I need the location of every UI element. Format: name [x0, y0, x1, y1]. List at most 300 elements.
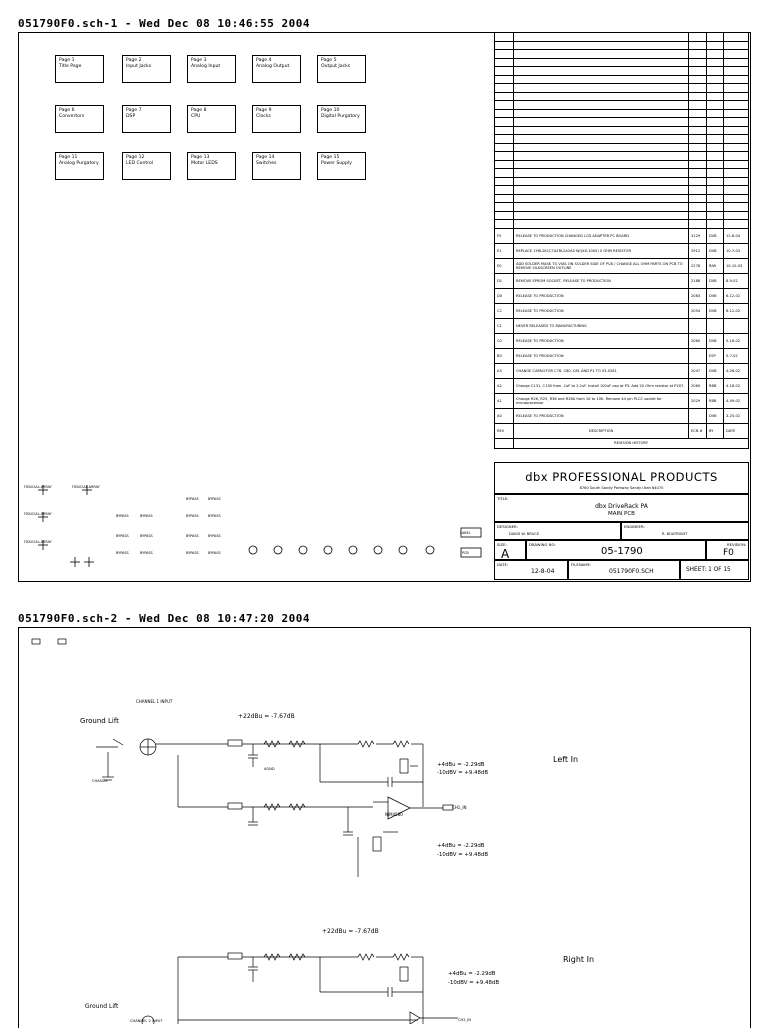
revision-row-empty	[495, 58, 749, 67]
page-number: Page 14	[256, 155, 275, 160]
page-number: Page 2	[126, 58, 142, 63]
revision-cell	[707, 152, 724, 161]
revision-cell	[689, 67, 707, 76]
bypass-label: BYPASS	[208, 497, 221, 501]
page-title: Input Jacks	[126, 64, 152, 69]
revision-cell	[689, 211, 707, 220]
revision-cell	[514, 33, 689, 42]
revision-cell	[724, 126, 749, 135]
level-note-a2: -10dBV = +9.48dB	[437, 770, 489, 776]
revision-cell	[514, 186, 689, 195]
page-number: Page 9	[256, 108, 272, 113]
revision-cell	[689, 186, 707, 195]
page-index-box	[187, 55, 236, 83]
title-line2: MAIN PCB	[608, 511, 635, 517]
revision-cell	[495, 194, 514, 203]
filename-value: 051790F0.SCH	[609, 568, 654, 575]
revision-cell-ecn: 2083	[689, 288, 707, 303]
ground-lift-label-ch2: Ground Lift	[85, 1003, 119, 1010]
bypass-label: BYPASS	[208, 551, 221, 555]
revision-row-empty	[495, 160, 749, 169]
revision-cell	[707, 203, 724, 212]
page-index-box	[317, 105, 366, 133]
page-title: Title Page	[59, 64, 82, 69]
revision-cell-desc: Change R26, R25, R36 and R26A from 1K to 10K. Remove 44 pin PLCC socket for microprocessor	[514, 393, 689, 408]
xlr-input-jack	[140, 739, 156, 755]
fiducial-label: FIDUCIAL-ARRAY	[72, 485, 100, 489]
revision-cell	[495, 143, 514, 152]
page-number: Page 8	[191, 108, 207, 113]
revision-cell	[495, 186, 514, 195]
revision-cell-by: DVB	[707, 333, 724, 348]
revision-cell-ecn: 2188	[689, 273, 707, 288]
revision-row-empty	[495, 220, 749, 229]
ch2-net-label: CH2_IN	[458, 1018, 472, 1022]
revision-cell-by: DVB	[707, 243, 724, 258]
revision-cell	[724, 152, 749, 161]
pcb-part: PCB	[462, 551, 469, 555]
revision-cell	[724, 41, 749, 50]
revision-row	[495, 288, 749, 303]
revision-cell	[689, 101, 707, 110]
revision-cell-date: 6-12-02	[724, 288, 749, 303]
revision-cell	[707, 186, 724, 195]
revision-label: REVISION:	[727, 542, 747, 547]
size-block	[494, 540, 526, 560]
page-index-box	[122, 55, 171, 83]
revision-cell	[707, 169, 724, 178]
revision-cell	[495, 135, 514, 144]
revision-cell	[707, 75, 724, 84]
page-index-box	[55, 105, 104, 133]
designer-block	[494, 522, 621, 540]
revision-cell	[689, 84, 707, 93]
revision-cell-by: DVB	[707, 363, 724, 378]
revision-cell	[689, 58, 707, 67]
revision-cell	[514, 109, 689, 118]
bypass-label: BYPASS	[116, 551, 129, 555]
revision-cell-date: 5-16-02	[724, 333, 749, 348]
revision-header-by: BY	[707, 423, 724, 438]
revision-cell-by: DVB	[707, 303, 724, 318]
revision-row-empty	[495, 41, 749, 50]
chassis-label: CHASSIS	[92, 779, 108, 783]
page-title: Output Jacks	[321, 64, 351, 69]
revision-row-empty	[495, 126, 749, 135]
revision-cell	[689, 109, 707, 118]
revision-cell	[689, 143, 707, 152]
page-title: Digital Purgatory	[321, 114, 360, 119]
analog-input-schematic	[18, 627, 749, 1024]
ch1-net-label: CH1_IN	[452, 805, 467, 810]
page-index-box	[187, 105, 236, 133]
engineer-label: ENGINEER:	[624, 524, 645, 529]
revision-cell-desc: REMOVE EPROM SOCKET, RELEASE TO PRODUCTION	[514, 273, 689, 288]
revision-row-empty	[495, 75, 749, 84]
revision-cell	[514, 211, 689, 220]
revision-cell-rev: C2	[495, 303, 514, 318]
revision-cell	[707, 194, 724, 203]
page-index-box	[187, 152, 236, 180]
revision-cell	[495, 33, 514, 42]
size-label: SIZE:	[497, 542, 507, 547]
revision-cell	[495, 58, 514, 67]
revision-cell	[689, 126, 707, 135]
page-number: Page 11	[59, 155, 78, 160]
revision-cell	[495, 118, 514, 127]
revision-cell	[514, 203, 689, 212]
revision-cell	[689, 135, 707, 144]
revision-cell-rev: D0	[495, 288, 514, 303]
bypass-label: BYPASS	[140, 551, 153, 555]
page-index-box	[317, 55, 366, 83]
page-title: Clocks	[256, 114, 271, 119]
revision-cell	[707, 126, 724, 135]
revision-row-empty	[495, 152, 749, 161]
revision-cell	[689, 75, 707, 84]
bypass-label: BYPASS	[140, 514, 153, 518]
revision-cell	[707, 84, 724, 93]
bypass-label: BYPASS	[186, 534, 199, 538]
revision-row	[495, 318, 749, 333]
revision-cell-rev: F0	[495, 228, 514, 243]
fiducial-label: FIDUCIAL-ARRAY	[24, 540, 52, 544]
level-note-c2: -10dBV = +9.48dB	[448, 980, 500, 986]
revision-cell	[707, 109, 724, 118]
revision-cell	[724, 92, 749, 101]
revision-cell	[724, 211, 749, 220]
page-index-box	[252, 152, 301, 180]
revision-cell	[707, 118, 724, 127]
company-address: 8760 South Sandy Parkway Sandy Utah 84070	[579, 486, 664, 490]
revision-cell	[724, 118, 749, 127]
revision-row-empty	[495, 109, 749, 118]
revision-cell	[514, 84, 689, 93]
revision-cell-ecn: 2047	[689, 363, 707, 378]
bypass-label: BYPASS	[186, 514, 199, 518]
page-number: Page 15	[321, 155, 340, 160]
revision-cell-date: 4-09-02	[724, 393, 749, 408]
page-title: CPU	[191, 114, 201, 119]
revision-cell	[514, 58, 689, 67]
revision-cell-ecn: 2029	[689, 393, 707, 408]
revision-cell	[495, 67, 514, 76]
revision-cell-ecn: 2912	[689, 243, 707, 258]
revision-cell	[689, 33, 707, 42]
revision-cell	[514, 41, 689, 50]
revision-cell-date	[724, 318, 749, 333]
revision-row	[495, 243, 749, 258]
page-index-box	[252, 105, 301, 133]
revision-cell	[495, 109, 514, 118]
revision-cell	[689, 41, 707, 50]
revision-cell	[514, 160, 689, 169]
fiducial-label: FIDUCIAL-ARRAY	[24, 485, 52, 489]
revision-cell	[724, 101, 749, 110]
level-note-c1: +4dBu = -2.29dB	[448, 971, 496, 977]
revision-cell	[707, 67, 724, 76]
revision-cell	[707, 101, 724, 110]
revision-cell-date: 4-26-02	[724, 363, 749, 378]
revision-row	[495, 228, 749, 243]
filename-block	[568, 560, 680, 580]
revision-row	[495, 378, 749, 393]
revision-cell	[707, 143, 724, 152]
revision-cell-rev: A0	[495, 408, 514, 423]
revision-row-empty	[495, 177, 749, 186]
revision-cell	[707, 50, 724, 59]
revision-cell	[514, 194, 689, 203]
title-line1: dbx DriveRack PA	[595, 503, 648, 510]
revision-cell	[689, 118, 707, 127]
bypass-label: BYPASS	[116, 514, 129, 518]
revision-row	[495, 333, 749, 348]
revision-row-empty	[495, 84, 749, 93]
revision-cell	[689, 160, 707, 169]
level-note-top: +22dBu = -7.67dB	[238, 713, 295, 720]
revision-cell-ecn	[689, 318, 707, 333]
page-index-box	[122, 105, 171, 133]
page-index-box	[55, 55, 104, 83]
revision-cell	[707, 92, 724, 101]
page-number: Page 7	[126, 108, 142, 113]
revision-cell	[514, 118, 689, 127]
fiducial-symbol	[84, 557, 94, 567]
revision-row	[495, 258, 749, 273]
revision-row-empty	[495, 118, 749, 127]
revision-cell	[689, 92, 707, 101]
level-note-a1: +4dBu = -2.29dB	[437, 762, 485, 768]
revision-cell-ecn: 2278	[689, 258, 707, 273]
page-number: Page 1	[59, 58, 75, 63]
revision-row	[495, 303, 749, 318]
revision-cell-desc: RELEASE TO PRODUCTION	[514, 333, 689, 348]
fiducial-label: FIDUCIAL-ARRAY	[24, 512, 52, 516]
revision-cell	[689, 152, 707, 161]
page-number: Page 12	[126, 155, 145, 160]
revision-cell	[724, 84, 749, 93]
revision-cell	[724, 177, 749, 186]
revision-row-empty	[495, 101, 749, 110]
revision-value: F0	[723, 548, 734, 558]
bypass-label: BYPASS	[116, 534, 129, 538]
revision-cell-date: 6-12-02	[724, 303, 749, 318]
page-number: Page 6	[59, 108, 75, 113]
revision-cell-date: 4-18-02	[724, 378, 749, 393]
revision-cell-desc: CHANGE CAPACITOR C78, C80, C81 AND P1 TO 03-0281	[514, 363, 689, 378]
revision-cell-by: RJW	[707, 258, 724, 273]
page-title: Switches	[256, 161, 277, 166]
revision-cell-desc: Change C131, C130 from .1uF to 2.2uF. Install 100uF cap at P3. Add 20 Ohm resistor at P207.	[514, 378, 689, 393]
revision-cell	[707, 33, 724, 42]
revision-cell	[689, 177, 707, 186]
revision-cell	[724, 143, 749, 152]
page-index-box	[55, 152, 104, 180]
title-block	[494, 494, 749, 522]
revision-header-date: DATE	[724, 423, 749, 438]
page-title: Analog Purgatory	[59, 161, 99, 166]
revision-cell	[495, 438, 514, 448]
date-value: 12-8-04	[531, 568, 555, 575]
revision-cell	[495, 177, 514, 186]
revision-cell	[724, 50, 749, 59]
bypass-label: BYPASS	[140, 534, 153, 538]
revision-cell	[495, 203, 514, 212]
revision-cell-rev: A1	[495, 393, 514, 408]
revision-cell-desc: RELEASE TO PRODUCTION	[514, 408, 689, 423]
page-title: Motor LEDS	[191, 161, 218, 166]
revision-cell-date: 8-9-02	[724, 273, 749, 288]
revision-cell	[724, 169, 749, 178]
revision-row-empty	[495, 203, 749, 212]
company-name: dbx PROFESSIONAL PRODUCTS	[525, 470, 718, 484]
revision-cell-desc: REPLACE 1Y8L2K1C7A2RL2A2A0 W/(XX-1000) 0 OHM RESISTOR	[514, 243, 689, 258]
revision-cell	[495, 101, 514, 110]
revision-cell	[514, 169, 689, 178]
revision-cell-date: 10-7-03	[724, 243, 749, 258]
page-index-box	[252, 55, 301, 83]
revision-cell-desc: RELEASE TO PRODUCTION	[514, 303, 689, 318]
revision-cell-by: DVB	[707, 273, 724, 288]
revision-cell	[724, 220, 749, 229]
revision-cell	[724, 67, 749, 76]
channel2-input-label: CHANNEL 2 INPUT	[130, 1019, 163, 1023]
date-label: DATE:	[497, 562, 509, 567]
revision-cell	[514, 92, 689, 101]
page-title: Analog Input	[191, 64, 221, 69]
revision-header-ecn: ECN #	[689, 423, 707, 438]
revision-cell	[495, 220, 514, 229]
page-title: LED Control	[126, 161, 154, 166]
level-note-top-ch2: +22dBu = -7.67dB	[322, 928, 379, 935]
revision-cell-ecn: 3129	[689, 228, 707, 243]
designer-name: DAVID W. BRUCE	[509, 532, 540, 536]
engineer-name: R. BOATRIGHT	[662, 532, 688, 536]
page-number: Page 4	[256, 58, 272, 63]
sheet-number: SHEET: 1 OF 15	[686, 567, 731, 573]
revision-row-empty	[495, 194, 749, 203]
left-in-label: Left In	[553, 755, 579, 764]
revision-history-label: REVISION HISTORY	[514, 438, 749, 448]
revision-block	[706, 540, 749, 560]
revision-cell	[514, 101, 689, 110]
revision-cell	[514, 143, 689, 152]
revision-row-empty	[495, 135, 749, 144]
size-value: A	[501, 547, 510, 561]
sheet-number-block	[680, 560, 749, 580]
channel1-input-label: CHANNEL 1 INPUT	[136, 699, 173, 704]
revision-row	[495, 273, 749, 288]
revision-cell-rev: A2	[495, 378, 514, 393]
fiducial-symbol	[70, 557, 80, 567]
ground-lift-label-ch1: Ground Lift	[80, 717, 119, 725]
revision-cell-date: 5-7-02	[724, 348, 749, 363]
drawing-label: DRAWING NO:	[529, 542, 556, 547]
page-number: Page 3	[191, 58, 207, 63]
revision-row	[495, 363, 749, 378]
revision-cell	[495, 50, 514, 59]
revision-cell	[514, 177, 689, 186]
designer-label: DESIGNER:	[497, 524, 518, 529]
revision-cell-desc: RELEASE TO PRODUCTION	[514, 348, 689, 363]
revision-cell-by: RBB	[707, 393, 724, 408]
revision-cell-by	[707, 318, 724, 333]
revision-cell	[689, 50, 707, 59]
sheet2-header: 051790F0.sch-2 - Wed Dec 08 10:47:20 2004	[18, 612, 311, 625]
page-number: Page 5	[321, 58, 337, 63]
revision-cell	[724, 75, 749, 84]
revision-cell	[707, 220, 724, 229]
page-title: Analog Output	[256, 64, 290, 69]
revision-cell-by: RBB	[707, 378, 724, 393]
revision-row-empty	[495, 92, 749, 101]
page-title: DSP	[126, 114, 136, 119]
revision-row	[495, 393, 749, 408]
revision-cell-ecn: 2054	[689, 303, 707, 318]
label-part: LABEL	[460, 531, 471, 535]
revision-cell	[514, 50, 689, 59]
revision-cell-desc: NEVER RELEASED TO MANUFACTURING	[514, 318, 689, 333]
revision-cell-date: 10-10-03	[724, 258, 749, 273]
revision-cell-date: 3-25-02	[724, 408, 749, 423]
revision-cell-rev: C0	[495, 333, 514, 348]
revision-cell	[724, 109, 749, 118]
revision-cell-rev: B0	[495, 348, 514, 363]
revision-cell	[495, 41, 514, 50]
title-label: TITLE:	[497, 496, 509, 501]
bypass-label: BYPASS	[208, 534, 221, 538]
revision-cell	[707, 41, 724, 50]
revision-cell	[724, 135, 749, 144]
revision-cell	[724, 58, 749, 67]
page-index-box	[317, 152, 366, 180]
revision-cell-rev: D1	[495, 273, 514, 288]
agnd-label: AGND	[264, 767, 275, 771]
filename-label: FILENAME:	[571, 562, 592, 567]
revision-cell-rev: E0	[495, 258, 514, 273]
revision-row-empty	[495, 50, 749, 59]
revision-row	[495, 348, 749, 363]
revision-cell	[514, 152, 689, 161]
revision-cell-by: ESP	[707, 348, 724, 363]
revision-cell-by: DVB	[707, 288, 724, 303]
page-number: Page 13	[191, 155, 210, 160]
revision-cell	[707, 135, 724, 144]
revision-cell	[724, 160, 749, 169]
revision-cell	[495, 126, 514, 135]
page-index-box	[122, 152, 171, 180]
revision-row-empty	[495, 143, 749, 152]
revision-cell	[514, 135, 689, 144]
page-title: Convertors	[59, 114, 85, 119]
revision-cell-rev: E1	[495, 243, 514, 258]
revision-row-empty	[495, 169, 749, 178]
revision-cell	[689, 169, 707, 178]
revision-row-empty	[495, 186, 749, 195]
revision-cell	[495, 160, 514, 169]
revision-cell	[514, 126, 689, 135]
drawing-number: 05-1790	[601, 546, 643, 557]
revision-cell	[514, 220, 689, 229]
revision-cell	[514, 67, 689, 76]
revision-table	[494, 32, 749, 449]
revision-cell-ecn	[689, 348, 707, 363]
opamp-label: NJM4580	[385, 812, 403, 817]
revision-row-empty	[495, 33, 749, 42]
revision-row	[495, 408, 749, 423]
revision-cell	[689, 220, 707, 229]
revision-cell	[707, 160, 724, 169]
